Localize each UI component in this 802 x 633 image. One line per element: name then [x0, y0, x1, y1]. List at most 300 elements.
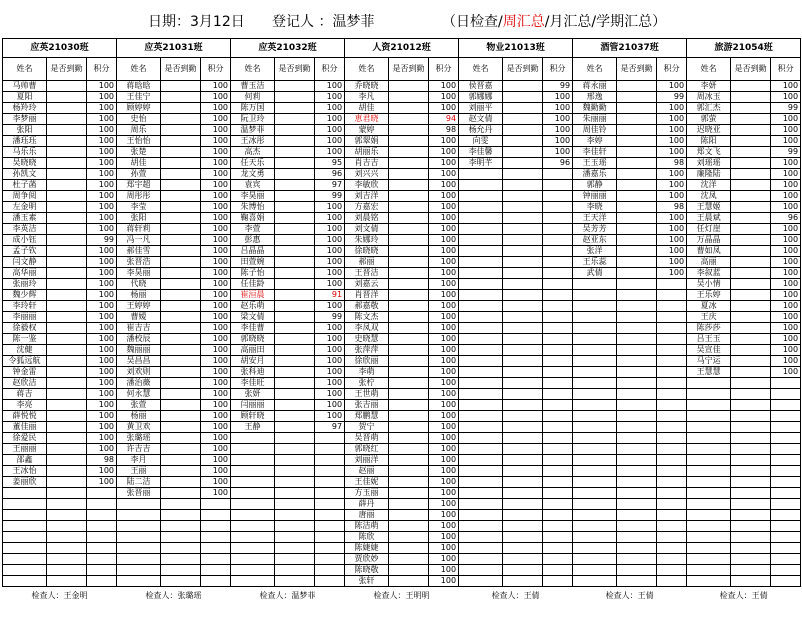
student-name[interactable]: 方玉丽 — [345, 488, 389, 499]
student-name[interactable] — [117, 576, 161, 587]
arrived-cell[interactable] — [503, 455, 543, 466]
arrived-cell[interactable] — [389, 477, 429, 488]
student-name[interactable]: 闫文静 — [3, 257, 47, 268]
student-name[interactable]: 王晨斌 — [687, 213, 731, 224]
score-cell[interactable]: 100 — [87, 422, 117, 433]
student-name[interactable] — [687, 499, 731, 510]
student-name[interactable]: 王世萌 — [345, 389, 389, 400]
student-name[interactable]: 孙萱 — [117, 169, 161, 180]
student-name[interactable] — [117, 543, 161, 554]
arrived-cell[interactable] — [47, 400, 87, 411]
score-cell[interactable] — [771, 389, 801, 400]
student-name[interactable]: 郑宇超 — [117, 180, 161, 191]
student-name[interactable]: 曹玉洁 — [231, 81, 275, 92]
arrived-cell[interactable] — [617, 213, 657, 224]
arrived-cell[interactable] — [731, 235, 771, 246]
arrived-cell[interactable] — [161, 411, 201, 422]
student-name[interactable]: 潘校辰 — [117, 334, 161, 345]
student-name[interactable] — [459, 411, 503, 422]
score-cell[interactable] — [543, 257, 573, 268]
student-name[interactable]: 张萱 — [117, 400, 161, 411]
arrived-cell[interactable] — [389, 158, 429, 169]
score-cell[interactable] — [657, 521, 687, 532]
student-name[interactable]: 曹嫒 — [117, 312, 161, 323]
score-cell[interactable]: 100 — [201, 136, 231, 147]
arrived-cell[interactable] — [47, 235, 87, 246]
student-name[interactable]: 吴宣佳 — [687, 345, 731, 356]
student-name[interactable]: 郭翠娟 — [345, 136, 389, 147]
arrived-cell[interactable] — [47, 499, 87, 510]
student-name[interactable]: 李妍 — [687, 81, 731, 92]
arrived-cell[interactable] — [389, 81, 429, 92]
student-name[interactable]: 袁宾 — [231, 180, 275, 191]
student-name[interactable]: 张萍萍 — [345, 345, 389, 356]
score-cell[interactable]: 100 — [771, 191, 801, 202]
student-name[interactable]: 李晓 — [573, 202, 617, 213]
student-name[interactable]: 蒋轩莉 — [117, 224, 161, 235]
student-name[interactable] — [459, 389, 503, 400]
arrived-cell[interactable] — [161, 345, 201, 356]
score-cell[interactable]: 100 — [429, 543, 459, 554]
score-cell[interactable] — [543, 235, 573, 246]
score-cell[interactable] — [543, 444, 573, 455]
score-cell[interactable] — [315, 510, 345, 521]
score-cell[interactable] — [543, 510, 573, 521]
score-cell[interactable]: 99 — [771, 103, 801, 114]
student-name[interactable]: 刘兴兴 — [345, 169, 389, 180]
student-name[interactable] — [573, 389, 617, 400]
arrived-cell[interactable] — [617, 301, 657, 312]
student-name[interactable]: 赵欣洁 — [3, 378, 47, 389]
student-name[interactable]: 李佳轩 — [573, 147, 617, 158]
arrived-cell[interactable] — [731, 499, 771, 510]
arrived-cell[interactable] — [389, 92, 429, 103]
score-cell[interactable]: 100 — [429, 180, 459, 191]
score-cell[interactable]: 100 — [87, 147, 117, 158]
student-name[interactable]: 马宁运 — [687, 356, 731, 367]
student-name[interactable]: 王佳宁 — [117, 92, 161, 103]
student-name[interactable] — [573, 312, 617, 323]
score-cell[interactable]: 100 — [543, 125, 573, 136]
student-name[interactable] — [3, 532, 47, 543]
student-name[interactable]: 郝佳雪 — [117, 246, 161, 257]
student-name[interactable]: 薛丹 — [345, 499, 389, 510]
arrived-cell[interactable] — [503, 532, 543, 543]
score-cell[interactable] — [543, 400, 573, 411]
arrived-cell[interactable] — [161, 279, 201, 290]
student-name[interactable]: 陈万国 — [231, 103, 275, 114]
score-cell[interactable]: 100 — [87, 444, 117, 455]
score-cell[interactable]: 100 — [429, 301, 459, 312]
score-cell[interactable] — [657, 389, 687, 400]
arrived-cell[interactable] — [275, 235, 315, 246]
student-name[interactable]: 杨丽 — [117, 411, 161, 422]
arrived-cell[interactable] — [47, 213, 87, 224]
score-cell[interactable]: 100 — [201, 290, 231, 301]
arrived-cell[interactable] — [275, 279, 315, 290]
student-name[interactable]: 周彤彤 — [117, 191, 161, 202]
student-name[interactable] — [573, 422, 617, 433]
student-name[interactable] — [573, 466, 617, 477]
score-cell[interactable] — [201, 543, 231, 554]
arrived-cell[interactable] — [389, 455, 429, 466]
arrived-cell[interactable] — [731, 356, 771, 367]
student-name[interactable]: 鞠喜娟 — [231, 213, 275, 224]
score-cell[interactable]: 100 — [201, 180, 231, 191]
arrived-cell[interactable] — [161, 81, 201, 92]
student-name[interactable]: 陈洁萌 — [345, 521, 389, 532]
student-name[interactable]: 张阳 — [3, 125, 47, 136]
score-cell[interactable]: 96 — [543, 158, 573, 169]
student-name[interactable] — [573, 510, 617, 521]
arrived-cell[interactable] — [47, 81, 87, 92]
arrived-cell[interactable] — [617, 576, 657, 587]
student-name[interactable]: 王婷婷 — [117, 301, 161, 312]
student-name[interactable]: 郭晓红 — [345, 444, 389, 455]
student-name[interactable]: 侯晋嘉 — [459, 81, 503, 92]
score-cell[interactable]: 100 — [201, 202, 231, 213]
score-cell[interactable]: 100 — [771, 114, 801, 125]
student-name[interactable]: 吴小情 — [687, 279, 731, 290]
student-name[interactable]: 李丽丽 — [3, 312, 47, 323]
student-name[interactable] — [459, 565, 503, 576]
arrived-cell[interactable] — [161, 224, 201, 235]
score-cell[interactable]: 100 — [771, 323, 801, 334]
student-name[interactable] — [3, 510, 47, 521]
arrived-cell[interactable] — [503, 268, 543, 279]
arrived-cell[interactable] — [389, 422, 429, 433]
score-cell[interactable] — [315, 433, 345, 444]
score-cell[interactable]: 100 — [315, 356, 345, 367]
arrived-cell[interactable] — [617, 323, 657, 334]
arrived-cell[interactable] — [161, 444, 201, 455]
student-name[interactable]: 任灯崖 — [687, 224, 731, 235]
arrived-cell[interactable] — [617, 268, 657, 279]
student-name[interactable] — [117, 499, 161, 510]
student-name[interactable] — [231, 543, 275, 554]
score-cell[interactable]: 100 — [315, 279, 345, 290]
arrived-cell[interactable] — [503, 158, 543, 169]
score-cell[interactable] — [771, 576, 801, 587]
score-cell[interactable]: 100 — [771, 279, 801, 290]
score-cell[interactable] — [543, 422, 573, 433]
score-cell[interactable] — [87, 576, 117, 587]
student-name[interactable] — [231, 488, 275, 499]
score-cell[interactable]: 100 — [87, 400, 117, 411]
student-name[interactable]: 蒋吉 — [3, 389, 47, 400]
student-name[interactable]: 史怡 — [117, 114, 161, 125]
arrived-cell[interactable] — [617, 499, 657, 510]
arrived-cell[interactable] — [617, 543, 657, 554]
student-name[interactable]: 赵文倩 — [459, 114, 503, 125]
score-cell[interactable]: 100 — [201, 169, 231, 180]
arrived-cell[interactable] — [617, 147, 657, 158]
score-cell[interactable] — [771, 532, 801, 543]
arrived-cell[interactable] — [731, 433, 771, 444]
score-cell[interactable]: 100 — [429, 477, 459, 488]
arrived-cell[interactable] — [161, 312, 201, 323]
score-cell[interactable]: 100 — [315, 323, 345, 334]
arrived-cell[interactable] — [161, 510, 201, 521]
arrived-cell[interactable] — [161, 169, 201, 180]
score-cell[interactable]: 100 — [201, 345, 231, 356]
arrived-cell[interactable] — [275, 290, 315, 301]
student-name[interactable]: 王晋洁 — [345, 268, 389, 279]
student-name[interactable]: 高丽 — [687, 257, 731, 268]
score-cell[interactable]: 100 — [771, 334, 801, 345]
student-name[interactable]: 魏少辉 — [3, 290, 47, 301]
arrived-cell[interactable] — [275, 136, 315, 147]
student-name[interactable] — [687, 521, 731, 532]
arrived-cell[interactable] — [731, 246, 771, 257]
score-cell[interactable] — [657, 290, 687, 301]
arrived-cell[interactable] — [731, 367, 771, 378]
arrived-cell[interactable] — [617, 136, 657, 147]
arrived-cell[interactable] — [161, 499, 201, 510]
score-cell[interactable]: 100 — [201, 312, 231, 323]
student-name[interactable]: 徐爱民 — [3, 433, 47, 444]
student-name[interactable]: 钟金雷 — [3, 367, 47, 378]
score-cell[interactable] — [315, 576, 345, 587]
score-cell[interactable] — [543, 565, 573, 576]
arrived-cell[interactable] — [731, 345, 771, 356]
student-name[interactable] — [459, 433, 503, 444]
score-cell[interactable]: 100 — [87, 81, 117, 92]
student-name[interactable]: 陈欣 — [345, 532, 389, 543]
student-name[interactable] — [117, 510, 161, 521]
student-name[interactable] — [459, 356, 503, 367]
score-cell[interactable] — [315, 554, 345, 565]
view-suffix[interactable]: /月汇总/学期汇总） — [544, 14, 667, 30]
student-name[interactable]: 朱丽丽 — [573, 114, 617, 125]
arrived-cell[interactable] — [617, 114, 657, 125]
score-cell[interactable]: 100 — [429, 411, 459, 422]
score-cell[interactable]: 100 — [429, 202, 459, 213]
arrived-cell[interactable] — [47, 356, 87, 367]
student-name[interactable] — [573, 367, 617, 378]
student-name[interactable]: 李梦丽 — [3, 114, 47, 125]
score-cell[interactable] — [657, 565, 687, 576]
score-cell[interactable]: 100 — [429, 510, 459, 521]
arrived-cell[interactable] — [389, 389, 429, 400]
arrived-cell[interactable] — [47, 169, 87, 180]
student-name[interactable]: 梁文倩 — [231, 312, 275, 323]
student-name[interactable] — [231, 466, 275, 477]
score-cell[interactable]: 100 — [87, 290, 117, 301]
student-name[interactable]: 郭汇杰 — [687, 103, 731, 114]
score-cell[interactable]: 100 — [429, 499, 459, 510]
score-cell[interactable]: 100 — [315, 136, 345, 147]
score-cell[interactable] — [657, 411, 687, 422]
score-cell[interactable]: 100 — [201, 125, 231, 136]
arrived-cell[interactable] — [503, 554, 543, 565]
student-name[interactable]: 王冰彤 — [231, 136, 275, 147]
arrived-cell[interactable] — [161, 334, 201, 345]
score-cell[interactable]: 98 — [429, 125, 459, 136]
score-cell[interactable]: 100 — [657, 180, 687, 191]
student-name[interactable]: 周争阅 — [3, 191, 47, 202]
arrived-cell[interactable] — [275, 422, 315, 433]
score-cell[interactable]: 100 — [429, 345, 459, 356]
arrived-cell[interactable] — [161, 532, 201, 543]
student-name[interactable] — [459, 268, 503, 279]
student-name[interactable]: 赵丽 — [345, 466, 389, 477]
score-cell[interactable]: 100 — [315, 367, 345, 378]
student-name[interactable] — [117, 565, 161, 576]
student-name[interactable] — [573, 477, 617, 488]
arrived-cell[interactable] — [731, 334, 771, 345]
arrived-cell[interactable] — [617, 400, 657, 411]
student-name[interactable] — [573, 345, 617, 356]
arrived-cell[interactable] — [731, 477, 771, 488]
score-cell[interactable]: 100 — [201, 367, 231, 378]
score-cell[interactable] — [657, 554, 687, 565]
student-name[interactable] — [573, 532, 617, 543]
student-name[interactable] — [459, 543, 503, 554]
arrived-cell[interactable] — [275, 114, 315, 125]
arrived-cell[interactable] — [503, 202, 543, 213]
student-name[interactable] — [459, 312, 503, 323]
score-cell[interactable]: 100 — [771, 312, 801, 323]
student-name[interactable] — [459, 290, 503, 301]
score-cell[interactable] — [543, 246, 573, 257]
arrived-cell[interactable] — [617, 411, 657, 422]
student-name[interactable]: 潘玉素 — [3, 213, 47, 224]
arrived-cell[interactable] — [389, 114, 429, 125]
arrived-cell[interactable] — [389, 532, 429, 543]
score-cell[interactable] — [543, 301, 573, 312]
score-cell[interactable]: 100 — [429, 268, 459, 279]
arrived-cell[interactable] — [389, 213, 429, 224]
score-cell[interactable] — [315, 521, 345, 532]
score-cell[interactable] — [657, 301, 687, 312]
score-cell[interactable]: 100 — [87, 169, 117, 180]
score-cell[interactable]: 100 — [87, 378, 117, 389]
score-cell[interactable]: 100 — [201, 103, 231, 114]
student-name[interactable]: 李昊丽 — [117, 268, 161, 279]
student-name[interactable] — [117, 521, 161, 532]
student-name[interactable] — [459, 169, 503, 180]
student-name[interactable] — [459, 488, 503, 499]
score-cell[interactable] — [657, 400, 687, 411]
arrived-cell[interactable] — [503, 180, 543, 191]
arrived-cell[interactable] — [617, 81, 657, 92]
arrived-cell[interactable] — [47, 312, 87, 323]
score-cell[interactable] — [543, 532, 573, 543]
student-name[interactable] — [687, 411, 731, 422]
arrived-cell[interactable] — [389, 554, 429, 565]
arrived-cell[interactable] — [503, 576, 543, 587]
student-name[interactable]: 朱博怡 — [231, 202, 275, 213]
arrived-cell[interactable] — [47, 301, 87, 312]
score-cell[interactable] — [657, 367, 687, 378]
arrived-cell[interactable] — [389, 510, 429, 521]
student-name[interactable]: 陈一鉴 — [3, 334, 47, 345]
score-cell[interactable]: 100 — [429, 213, 459, 224]
arrived-cell[interactable] — [47, 367, 87, 378]
score-cell[interactable]: 100 — [87, 367, 117, 378]
student-name[interactable]: 张楚 — [117, 147, 161, 158]
score-cell[interactable]: 100 — [429, 521, 459, 532]
arrived-cell[interactable] — [47, 92, 87, 103]
score-cell[interactable]: 100 — [771, 136, 801, 147]
arrived-cell[interactable] — [47, 466, 87, 477]
student-name[interactable] — [231, 455, 275, 466]
student-name[interactable] — [687, 565, 731, 576]
score-cell[interactable]: 100 — [429, 444, 459, 455]
student-name[interactable] — [573, 499, 617, 510]
score-cell[interactable]: 100 — [429, 565, 459, 576]
score-cell[interactable] — [315, 455, 345, 466]
student-name[interactable]: 吴晓晓 — [3, 158, 47, 169]
arrived-cell[interactable] — [275, 312, 315, 323]
score-cell[interactable] — [657, 323, 687, 334]
arrived-cell[interactable] — [617, 279, 657, 290]
score-cell[interactable]: 100 — [315, 389, 345, 400]
arrived-cell[interactable] — [47, 488, 87, 499]
student-name[interactable] — [573, 565, 617, 576]
student-name[interactable] — [687, 477, 731, 488]
score-cell[interactable] — [543, 378, 573, 389]
score-cell[interactable] — [87, 543, 117, 554]
arrived-cell[interactable] — [389, 202, 429, 213]
student-name[interactable]: 王冰怡 — [3, 466, 47, 477]
score-cell[interactable] — [543, 433, 573, 444]
arrived-cell[interactable] — [617, 191, 657, 202]
student-name[interactable]: 王乐婷 — [687, 290, 731, 301]
score-cell[interactable]: 98 — [657, 202, 687, 213]
student-name[interactable] — [687, 532, 731, 543]
score-cell[interactable]: 100 — [429, 455, 459, 466]
arrived-cell[interactable] — [275, 202, 315, 213]
score-cell[interactable]: 98 — [87, 455, 117, 466]
score-cell[interactable]: 100 — [429, 279, 459, 290]
student-name[interactable]: 冯一凡 — [117, 235, 161, 246]
score-cell[interactable] — [543, 202, 573, 213]
score-cell[interactable] — [657, 543, 687, 554]
arrived-cell[interactable] — [617, 455, 657, 466]
arrived-cell[interactable] — [275, 400, 315, 411]
student-name[interactable] — [459, 455, 503, 466]
student-name[interactable] — [687, 488, 731, 499]
student-name[interactable]: 夏阳 — [3, 92, 47, 103]
score-cell[interactable] — [543, 169, 573, 180]
arrived-cell[interactable] — [161, 114, 201, 125]
score-cell[interactable]: 100 — [315, 202, 345, 213]
arrived-cell[interactable] — [161, 147, 201, 158]
arrived-cell[interactable] — [617, 257, 657, 268]
student-name[interactable] — [687, 433, 731, 444]
score-cell[interactable]: 100 — [429, 158, 459, 169]
arrived-cell[interactable] — [503, 400, 543, 411]
score-cell[interactable]: 100 — [201, 444, 231, 455]
student-name[interactable] — [231, 521, 275, 532]
score-cell[interactable]: 100 — [201, 455, 231, 466]
score-cell[interactable]: 99 — [771, 147, 801, 158]
arrived-cell[interactable] — [47, 323, 87, 334]
score-cell[interactable]: 100 — [201, 411, 231, 422]
score-cell[interactable] — [315, 444, 345, 455]
student-name[interactable]: 张阳 — [117, 213, 161, 224]
arrived-cell[interactable] — [731, 125, 771, 136]
score-cell[interactable]: 96 — [771, 213, 801, 224]
score-cell[interactable]: 100 — [87, 114, 117, 125]
arrived-cell[interactable] — [47, 125, 87, 136]
student-name[interactable] — [459, 345, 503, 356]
arrived-cell[interactable] — [389, 433, 429, 444]
score-cell[interactable] — [543, 334, 573, 345]
student-name[interactable] — [573, 290, 617, 301]
